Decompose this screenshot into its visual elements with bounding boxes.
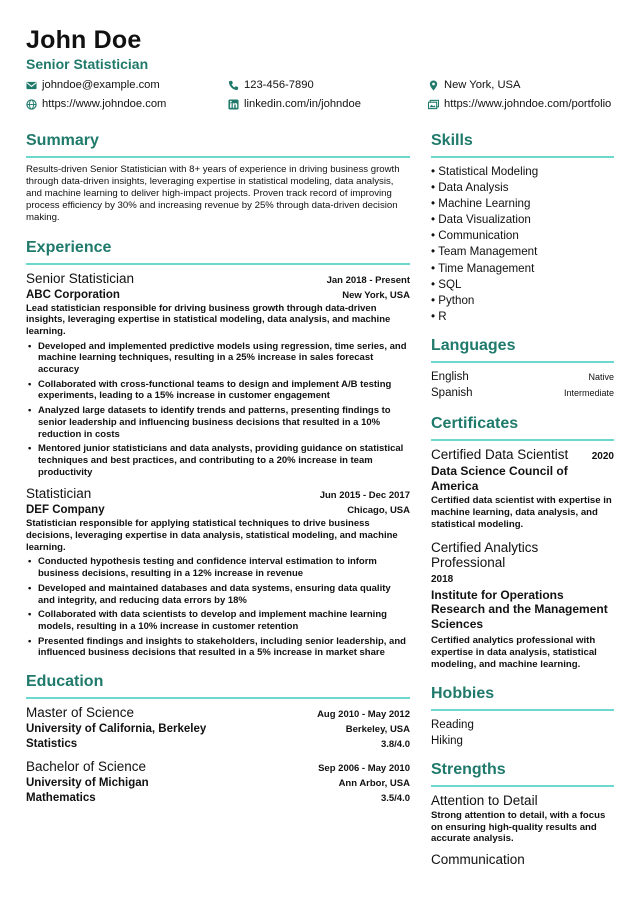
hobby-item: Hiking xyxy=(431,734,463,747)
job-bullet: • Collaborated with data scientists to develop and implement machine learning models, resulting in a 10% increase in customer retention xyxy=(26,609,410,632)
summary-text: Results-driven Senior Statistician with 8+ years of experience in driving business growth through data-driven insights, leveraging expertise in statistical modeling, data analysis, and machine learning to deliver high-impact projects. Proven track record of improving process efficiency by 30% and increasing revenue by 25% through data-driven decision making. xyxy=(26,164,400,223)
skill-label: Statistical Modeling xyxy=(438,165,539,178)
language-level: Intermediate xyxy=(563,387,614,398)
job-location: Chicago, USA xyxy=(347,505,410,517)
linkedin-text: linkedin.com/in/johndoe xyxy=(244,98,361,110)
skill-item: • R xyxy=(431,309,447,323)
portfolio-icon xyxy=(428,99,439,110)
linkedin-icon xyxy=(228,99,239,110)
strength-title: Communication xyxy=(431,852,525,868)
skill-label: Data Visualization xyxy=(438,213,531,227)
gpa: 3.5/4.0 xyxy=(380,793,410,805)
phone-icon xyxy=(228,80,239,91)
job-bullet: • Mentored junior statisticians and data analysts, providing guidance on statistical techniques and best practices, and contributing to a 20% increase in team productivity xyxy=(26,443,410,478)
skill-label: SQL xyxy=(438,277,462,291)
job-entry xyxy=(26,271,410,479)
skill-item: • Machine Learning xyxy=(431,197,531,211)
certificate-description: Certified data scientist with expertise in machine learning, data analysis, and statistical modeling. xyxy=(431,495,612,531)
skill-item: • Data Analysis xyxy=(431,181,509,195)
strength-description: Strong attention to detail, with a focus on ensuring high-quality results and accurate analysis. xyxy=(431,809,606,845)
experience-heading: Experience xyxy=(26,235,410,265)
skill-item: • Data Visualization xyxy=(431,213,531,227)
right-column xyxy=(431,128,614,867)
summary-heading: Summary xyxy=(26,128,410,158)
candidate-name: John Doe xyxy=(26,26,142,54)
language-level: Native xyxy=(588,371,614,382)
job-bullet: • Collaborated with cross-functional teams to design and implement A/B testing experiments, leading to a 15% increase in customer engagement xyxy=(26,379,410,402)
certificate-entry xyxy=(431,540,614,671)
school-location: Ann Arbor, USA xyxy=(338,778,410,790)
job-location: New York, USA xyxy=(342,289,410,301)
globe-icon xyxy=(26,99,37,110)
education-dates: Aug 2010 - May 2012 xyxy=(317,709,410,721)
contact-linkedin[interactable] xyxy=(228,98,361,110)
portfolio-text: https://www.johndoe.com/portfolio xyxy=(444,98,612,110)
skill-item: • Python xyxy=(431,293,475,307)
strength-entry xyxy=(431,793,614,845)
job-entry xyxy=(26,486,410,659)
job-company: ABC Corporation xyxy=(26,288,120,301)
contact-portfolio[interactable] xyxy=(428,98,611,110)
job-title: Statistician xyxy=(26,486,92,502)
school: University of California, Berkeley xyxy=(26,723,207,736)
gpa: 3.8/4.0 xyxy=(380,739,410,751)
skills-section xyxy=(431,128,614,325)
certificates-heading: Certificates xyxy=(431,411,614,441)
job-bullet: • Developed and implemented predictive models using regression, time series, and machine learning techniques, resulting in a 25% increase in sales forecast accuracy xyxy=(26,341,410,376)
skill-label: Data Analysis xyxy=(438,181,509,195)
job-description: Lead statistician responsible for driving business growth through data-driven insights, leveraging expertise in statistical modeling, data analysis, and machine learning. xyxy=(26,302,391,337)
job-bullets xyxy=(26,341,410,479)
field-of-study: Statistics xyxy=(26,738,78,751)
job-company: DEF Company xyxy=(26,504,105,517)
languages-section xyxy=(431,333,614,401)
skill-label: Team Management xyxy=(438,245,538,259)
skill-label: Machine Learning xyxy=(438,197,531,211)
job-title: Senior Statistician xyxy=(26,270,135,286)
skills-heading: Skills xyxy=(431,128,614,158)
summary-section xyxy=(26,128,410,224)
certificates-section xyxy=(431,411,614,671)
certificate-description: Certified analytics professional with expertise in data analysis, statistical modeling, and machine learning. xyxy=(431,635,597,670)
certificate-name: Certified Data Scientist xyxy=(431,446,569,462)
strengths-section xyxy=(431,757,614,867)
job-bullet: • Conducted hypothesis testing and confidence interval estimation to inform business decisions, resulting in a 12% increase in revenue xyxy=(26,556,410,579)
job-bullet: • Presented findings and insights to stakeholders, including senior leadership, and influenced business decisions that resulted in a 5% increase in market share xyxy=(26,636,410,659)
certificate-name: Certified Analytics Professional xyxy=(431,539,539,571)
skill-label: Time Management xyxy=(438,261,535,275)
job-description: Statistician responsible for applying statistical techniques to drive business decisions, leveraging expertise in data analysis, statistical modeling, and machine learning. xyxy=(26,518,398,553)
job-dates: Jun 2015 - Dec 2017 xyxy=(319,490,410,502)
contact-location xyxy=(428,79,520,91)
hobbies-section xyxy=(431,681,614,749)
education-entry xyxy=(26,759,410,804)
degree: Master of Science xyxy=(26,705,135,721)
skill-item: • SQL xyxy=(431,277,462,291)
strengths-heading: Strengths xyxy=(431,757,614,787)
email-icon xyxy=(26,80,37,91)
email-text: johndoe@example.com xyxy=(42,79,160,91)
strength-title: Attention to Detail xyxy=(431,792,538,808)
language-item xyxy=(431,385,614,401)
language-name: English xyxy=(431,370,469,383)
skill-label: R xyxy=(438,309,447,323)
left-column xyxy=(26,128,410,804)
skill-item: • Statistical Modeling xyxy=(431,165,539,178)
phone-text: 123-456-7890 xyxy=(244,79,314,91)
job-dates: Jan 2018 - Present xyxy=(326,274,410,286)
language-name: Spanish xyxy=(431,386,473,399)
degree: Bachelor of Science xyxy=(26,759,147,775)
website-text: https://www.johndoe.com xyxy=(42,98,167,110)
skill-item: • Communication xyxy=(431,229,519,243)
certificate-issuer: Institute for Operations Research and the Management Sciences xyxy=(431,587,608,631)
education-entry xyxy=(26,705,410,750)
job-bullet: • Analyzed large datasets to identify trends and patterns, presenting findings to senior leadership and influencing business decisions that resulted in a 10% reduction in costs xyxy=(26,405,410,440)
education-dates: Sep 2006 - May 2010 xyxy=(318,763,410,775)
candidate-title: Senior Statistician xyxy=(26,56,149,72)
hobby-item: Reading xyxy=(431,718,474,731)
certificate-year: 2018 xyxy=(431,573,454,585)
certificate-entry xyxy=(431,447,614,531)
job-bullet: • Developed and maintained databases and data systems, ensuring data quality and integrity, and reducing data errors by 18% xyxy=(26,583,410,606)
field-of-study: Mathematics xyxy=(26,792,96,805)
contact-website[interactable] xyxy=(26,98,166,110)
strength-entry xyxy=(431,852,614,867)
skill-item: • Time Management xyxy=(431,261,535,275)
language-item xyxy=(431,369,614,385)
school: University of Michigan xyxy=(26,777,149,790)
languages-heading: Languages xyxy=(431,333,614,363)
skill-item: • Team Management xyxy=(431,245,538,259)
experience-section xyxy=(26,235,410,660)
certificate-year: 2020 xyxy=(591,450,614,462)
hobbies-heading: Hobbies xyxy=(431,681,614,711)
education-heading: Education xyxy=(26,669,410,699)
education-section xyxy=(26,669,410,804)
contact-phone[interactable] xyxy=(228,79,314,91)
job-bullets xyxy=(26,556,410,659)
location-text: New York, USA xyxy=(444,79,521,91)
contact-email[interactable] xyxy=(26,79,160,91)
location-pin-icon xyxy=(428,80,439,91)
school-location: Berkeley, USA xyxy=(345,724,410,736)
skill-label: Python xyxy=(438,293,475,307)
certificate-issuer: Data Science Council of America xyxy=(431,464,568,493)
skill-label: Communication xyxy=(438,229,519,243)
